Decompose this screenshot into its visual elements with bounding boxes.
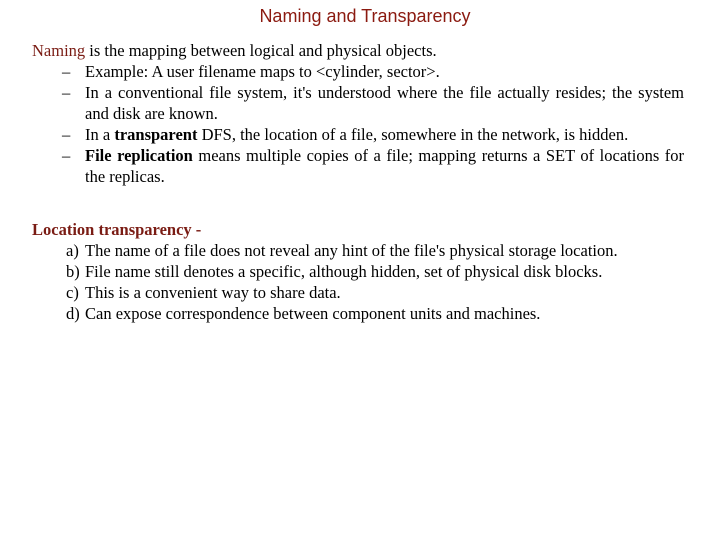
naming-bullet-transparent bbox=[32, 124, 684, 145]
item-marker: c) bbox=[66, 283, 79, 302]
naming-definition bbox=[32, 40, 684, 61]
location-item-c bbox=[32, 282, 684, 303]
slide-title: Naming and Transparency bbox=[259, 6, 471, 26]
location-item-b bbox=[32, 261, 684, 282]
item-marker: d) bbox=[66, 304, 80, 323]
bullet-text: In a conventional file system, it's understood where the file actually resides; the system and disk are known. bbox=[85, 83, 684, 123]
location-heading bbox=[32, 219, 684, 240]
bullet-bold-term: transparent bbox=[114, 125, 198, 144]
dash-marker: – bbox=[62, 83, 71, 102]
dash-marker: – bbox=[62, 62, 71, 81]
item-text: The name of a file does not reveal any hint of the file's physical storage location. bbox=[85, 241, 618, 260]
dash-marker: – bbox=[62, 125, 71, 144]
naming-definition-text: is the mapping between logical and physical objects. bbox=[85, 41, 437, 60]
item-text: This is a convenient way to share data. bbox=[85, 283, 341, 302]
item-text: Can expose correspondence between component units and machines. bbox=[85, 304, 541, 323]
section-spacer bbox=[32, 187, 684, 219]
naming-term: Naming bbox=[32, 41, 86, 60]
naming-bullet-conventional bbox=[32, 82, 684, 124]
location-item-a bbox=[32, 240, 684, 261]
bullet-text-suffix: means multiple copies of a file; mapping returns a SET of locations for the replicas. bbox=[85, 146, 685, 186]
dash-marker: – bbox=[62, 146, 71, 165]
item-marker: a) bbox=[66, 241, 79, 260]
bullet-bold-term: File replication bbox=[85, 146, 193, 165]
item-marker: b) bbox=[66, 262, 80, 281]
naming-bullet-example bbox=[32, 61, 684, 82]
location-heading-text: Location transparency - bbox=[32, 220, 202, 239]
bullet-text: Example: A user filename maps to <cylinder, sector>. bbox=[85, 62, 440, 81]
naming-bullet-replication bbox=[32, 145, 684, 187]
slide-content bbox=[32, 40, 684, 324]
location-item-d bbox=[32, 303, 684, 324]
bullet-text-prefix: In a bbox=[85, 125, 115, 144]
item-text: File name still denotes a specific, although hidden, set of physical disk blocks. bbox=[85, 262, 603, 281]
bullet-text-suffix: DFS, the location of a file, somewhere in the network, is hidden. bbox=[197, 125, 629, 144]
